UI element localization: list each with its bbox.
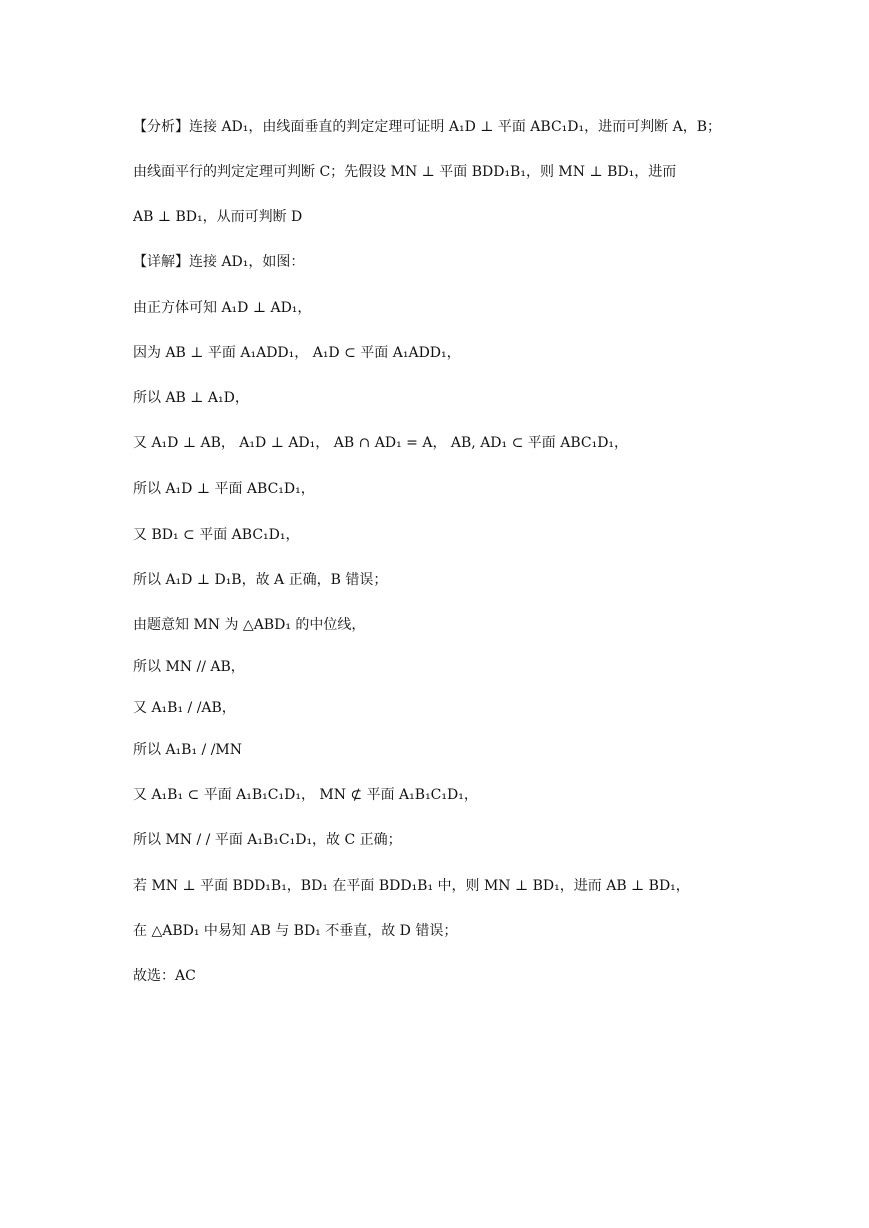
detail-line-13: 所以 MN / / 平面 A₁B₁C₁D₁，故 C 正确； [133,832,402,848]
detail-line-2: 因为 AB ⊥ 平面 A₁ADD₁， A₁D ⊂ 平面 A₁ADD₁， [133,345,461,361]
detail-line-6: 又 BD₁ ⊂ 平面 ABC₁D₁， [133,527,300,543]
detail-line-10: 又 A₁B₁ / /AB， [133,700,236,716]
detail-line-11: 所以 A₁B₁ / /MN [133,742,242,758]
detail-line-5: 所以 A₁D ⊥ 平面 ABC₁D₁， [133,481,315,497]
analysis-line-3: AB ⊥ BD₁，从而可判断 D [133,209,303,225]
detail-line-15: 在 △ABD₁ 中易知 AB 与 BD₁ 不垂直，故 D 错误； [133,923,458,939]
detail-line-14: 若 MN ⊥ 平面 BDD₁B₁，BD₁ 在平面 BDD₁B₁ 中，则 MN ⊥ BD₁，进而 AB ⊥ BD₁， [133,878,690,894]
detail-line-7: 所以 A₁D ⊥ D₁B，故 A 正确，B 错误； [133,572,388,588]
detail-line-3: 所以 AB ⊥ A₁D， [133,390,249,406]
detail-heading-line: 【详解】连接 AD₁，如图： [133,254,305,270]
detail-line-4: 又 A₁D ⊥ AB， A₁D ⊥ AD₁， AB ∩ AD₁ = A， AB, AD₁ ⊂ 平面 ABC₁D₁， [133,435,629,451]
detail-line-12: 又 A₁B₁ ⊂ 平面 A₁B₁C₁D₁， MN ⊄ 平面 A₁B₁C₁D₁， [133,787,478,803]
analysis-line-1: 【分析】连接 AD₁，由线面垂直的判定定理可证明 A₁D ⊥ 平面 ABC₁D₁，进而可判断 A，B； [133,119,721,135]
answer-line: 故选：AC [133,968,196,984]
detail-line-1: 由正方体可知 A₁D ⊥ AD₁， [133,300,312,316]
detail-line-8: 由题意知 MN 为 △ABD₁ 的中位线， [133,617,366,633]
analysis-line-2: 由线面平行的判定定理可判断 C；先假设 MN ⊥ 平面 BDD₁B₁，则 MN ⊥ BD₁，进而 [133,164,677,180]
detail-line-9: 所以 MN // AB， [133,659,245,675]
